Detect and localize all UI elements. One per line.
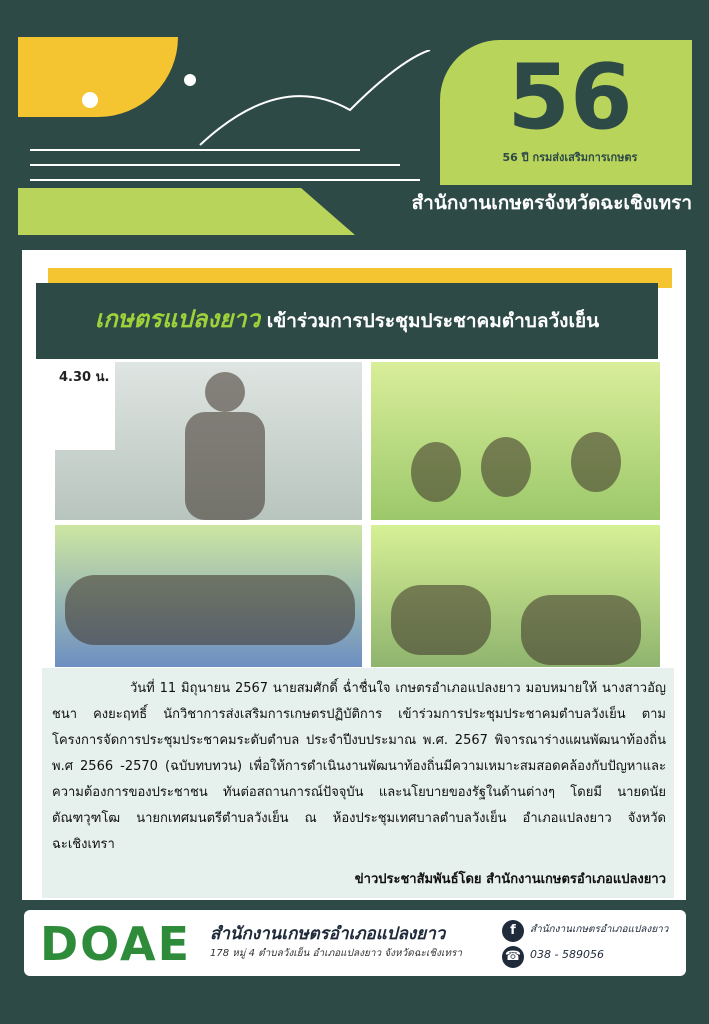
title-rest: เข้าร่วมการประชุมประชาคมตำบลวังเย็น <box>260 310 600 332</box>
anniversary-logo-caption: 56 ปี กรมส่งเสริมการเกษตร <box>502 151 638 164</box>
photo-voting-crowd <box>55 525 362 667</box>
office-address: 178 หมู่ 4 ตำบลวังเย็น อำเภอแปลงยาว จังหวัดฉะเชิงเทรา <box>210 948 462 959</box>
article-body: วันที่ 11 มิถุนายน 2567 นายสมศักดิ์ ฉ่ำชื่นใจ เกษตรอำเภอแปลงยาว มอบหมายให้ นางสาวอัญชนา คงยะฤทธิ์ นักวิชาการส่งเสริมการเกษตรปฏิบัติการ เข้าร่วมการประชุมประชาคมตำบลวังเย็น ตามโครงการจัดการประชุมประชาคมระดับตำบล ประจำปีงบประมาณ พ.ศ. 2567 พิจารณาร่างแผนพัฒนาท้องถิ่น พ.ศ 2566 -2570 (ฉบับทบทวน) เพื่อให้การดำเนินงานพัฒนาท้องถิ่นมีความเหมาะสมสอดคล้องกับปัญหาและความต้องการของประชาชน ทันต่อสถานการณ์ปัจจุบัน และนโยบายของรัฐในด้านต่างๆ โดยมี นายดนัย ตัณฑวุฑโฒ นายกเทศมนตรีตำบลวังเย็น ณ ห้องประชุมเทศบาลตำบลวังเย็น อำเภอแปลงยาว จังหวัดฉะเชิงเทรา <box>52 681 666 852</box>
doae-logo: DOAE <box>40 917 192 971</box>
presentation-slide: 4.30 น. <box>55 362 115 450</box>
office-name: สำนักงานเกษตรอำเภอแปลงยาว <box>210 924 446 944</box>
banner-title: สำนักงานเกษตรจังหวัดฉะเชิงเทรา <box>411 192 692 214</box>
phone-number: 038 - 589056 <box>530 948 604 961</box>
article-title <box>36 296 658 342</box>
article-credit: ข่าวประชาสัมพันธ์โดย สำนักงานเกษตรอำเภอแปลงยาว <box>354 872 666 887</box>
photo-audience <box>371 525 660 667</box>
facebook-page-name[interactable]: สำนักงานเกษตรอำเภอแปลงยาว <box>530 924 669 935</box>
title-highlight: เกษตรแปลงยาว <box>94 305 261 333</box>
anniversary-logo-number: 56 <box>507 45 633 150</box>
farmers-illustration <box>20 50 440 190</box>
facebook-icon[interactable]: f <box>502 920 524 942</box>
phone-icon: ☎ <box>502 946 524 968</box>
photo-meeting-table <box>371 362 660 520</box>
